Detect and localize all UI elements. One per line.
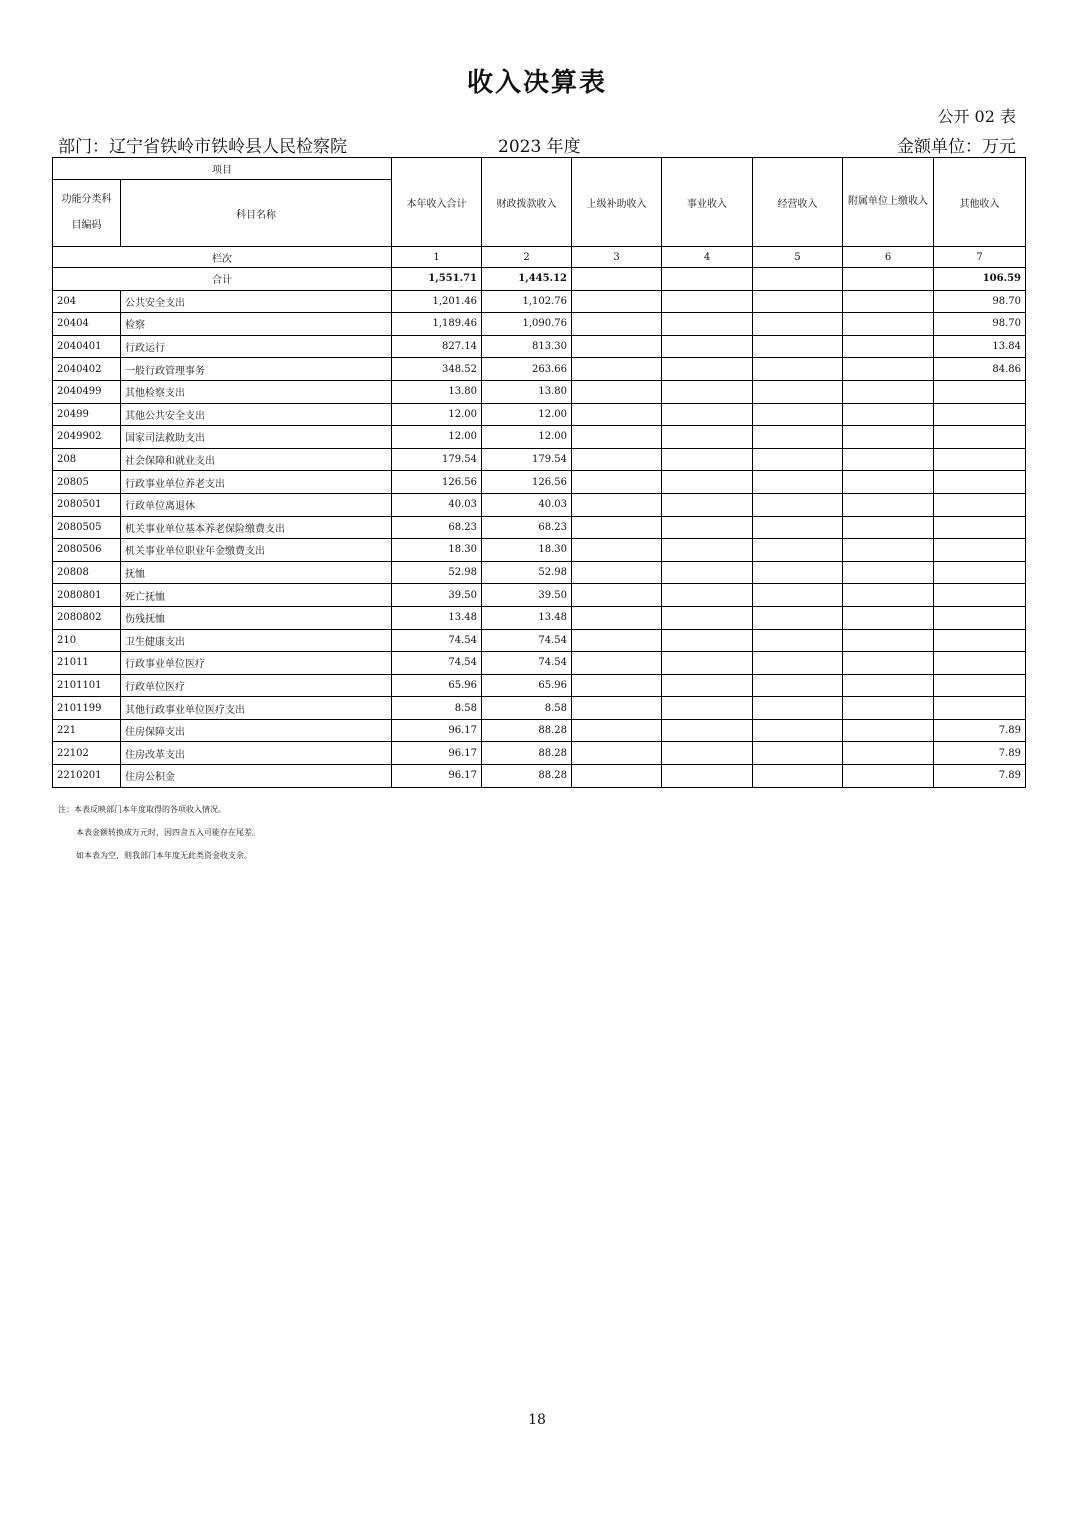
header-col-3: 上级补助收入	[572, 158, 662, 247]
cell-c2: 65.96	[482, 674, 572, 697]
total-c1: 1,551.71	[392, 268, 482, 291]
cell-c1: 96.17	[392, 719, 482, 742]
cell-c3	[572, 652, 662, 675]
cell-c1: 74.54	[392, 629, 482, 652]
header-col-4: 事业收入	[662, 158, 753, 247]
cell-c5	[753, 561, 843, 584]
cell-c4	[662, 584, 753, 607]
cell-c5	[753, 335, 843, 358]
page-number: 18	[528, 1412, 546, 1428]
cell-c7	[934, 697, 1026, 720]
notes	[58, 798, 260, 867]
cell-c6	[843, 697, 934, 720]
cell-c4	[662, 652, 753, 675]
cell-c4	[662, 674, 753, 697]
cell-c7	[934, 674, 1026, 697]
table-row	[53, 652, 1026, 675]
cell-c2: 74.54	[482, 629, 572, 652]
table-row	[53, 380, 1026, 403]
header-col-7: 其他收入	[934, 158, 1026, 247]
cell-c5	[753, 493, 843, 516]
cell-c2: 126.56	[482, 471, 572, 494]
cell-c6	[843, 606, 934, 629]
cell-code: 20404	[53, 313, 121, 336]
cell-c1: 13.80	[392, 380, 482, 403]
cell-c4	[662, 471, 753, 494]
cell-code: 2080505	[53, 516, 121, 539]
cell-c2: 12.00	[482, 403, 572, 426]
table-row	[53, 629, 1026, 652]
cell-code: 2080506	[53, 539, 121, 562]
table-row	[53, 742, 1026, 765]
cell-c2: 52.98	[482, 561, 572, 584]
cell-c2: 13.48	[482, 606, 572, 629]
cell-c3	[572, 335, 662, 358]
cell-c7: 98.70	[934, 313, 1026, 336]
cell-code: 2080802	[53, 606, 121, 629]
lanci-3: 3	[572, 247, 662, 268]
cell-code: 204	[53, 290, 121, 313]
cell-c7	[934, 584, 1026, 607]
cell-c2: 179.54	[482, 448, 572, 471]
cell-c6	[843, 674, 934, 697]
cell-c1: 827.14	[392, 335, 482, 358]
cell-c7: 13.84	[934, 335, 1026, 358]
cell-name: 住房保障支出	[121, 719, 392, 742]
cell-code: 208	[53, 448, 121, 471]
cell-c4	[662, 313, 753, 336]
cell-c7	[934, 539, 1026, 562]
cell-c5	[753, 606, 843, 629]
table-row	[53, 765, 1026, 788]
cell-c4	[662, 629, 753, 652]
cell-c5	[753, 629, 843, 652]
lanci-4: 4	[662, 247, 753, 268]
cell-c1: 96.17	[392, 765, 482, 788]
table-row	[53, 516, 1026, 539]
cell-c6	[843, 561, 934, 584]
cell-name: 卫生健康支出	[121, 629, 392, 652]
cell-c7	[934, 426, 1026, 449]
cell-c2: 40.03	[482, 493, 572, 516]
lanci-6: 6	[843, 247, 934, 268]
cell-c3	[572, 426, 662, 449]
cell-c6	[843, 765, 934, 788]
cell-code: 2101199	[53, 697, 121, 720]
cell-c6	[843, 358, 934, 381]
total-row	[53, 268, 1026, 291]
header-col-2: 财政拨款收入	[482, 158, 572, 247]
cell-c6	[843, 403, 934, 426]
cell-c3	[572, 380, 662, 403]
cell-c3	[572, 561, 662, 584]
header-col-6: 附属单位上缴收入	[843, 158, 934, 247]
total-c5	[753, 268, 843, 291]
table-row	[53, 403, 1026, 426]
cell-c7	[934, 471, 1026, 494]
page-title: 收入决算表	[466, 68, 607, 98]
cell-c3	[572, 697, 662, 720]
cell-c1: 8.58	[392, 697, 482, 720]
lanci-5: 5	[753, 247, 843, 268]
cell-c1: 13.48	[392, 606, 482, 629]
cell-c5	[753, 426, 843, 449]
cell-c3	[572, 313, 662, 336]
cell-c2: 18.30	[482, 539, 572, 562]
cell-c6	[843, 380, 934, 403]
cell-c3	[572, 290, 662, 313]
table-row	[53, 493, 1026, 516]
cell-name: 行政单位医疗	[121, 674, 392, 697]
cell-code: 221	[53, 719, 121, 742]
header-name: 科目名称	[121, 180, 392, 247]
cell-name: 行政单位离退休	[121, 493, 392, 516]
lanci-label: 栏次	[53, 247, 392, 268]
cell-c4	[662, 403, 753, 426]
cell-c1: 179.54	[392, 448, 482, 471]
cell-name: 抚恤	[121, 561, 392, 584]
cell-c6	[843, 493, 934, 516]
lanci-1: 1	[392, 247, 482, 268]
cell-c4	[662, 697, 753, 720]
cell-c3	[572, 471, 662, 494]
cell-name: 伤残抚恤	[121, 606, 392, 629]
table-row	[53, 313, 1026, 336]
header-col-5: 经营收入	[753, 158, 843, 247]
table-row	[53, 426, 1026, 449]
cell-c5	[753, 539, 843, 562]
cell-name: 机关事业单位基本养老保险缴费支出	[121, 516, 392, 539]
cell-name: 公共安全支出	[121, 290, 392, 313]
cell-c3	[572, 584, 662, 607]
cell-c4	[662, 493, 753, 516]
cell-c3	[572, 629, 662, 652]
cell-c1: 126.56	[392, 471, 482, 494]
cell-c4	[662, 539, 753, 562]
cell-code: 2049902	[53, 426, 121, 449]
cell-code: 2210201	[53, 765, 121, 788]
cell-name: 住房改革支出	[121, 742, 392, 765]
department-label: 部门：辽宁省铁岭市铁岭县人民检察院	[58, 137, 347, 157]
cell-c3	[572, 493, 662, 516]
cell-c1: 40.03	[392, 493, 482, 516]
cell-c2: 8.58	[482, 697, 572, 720]
cell-c4	[662, 290, 753, 313]
cell-name: 机关事业单位职业年金缴费支出	[121, 539, 392, 562]
cell-name: 住房公积金	[121, 765, 392, 788]
cell-c2: 1,102.76	[482, 290, 572, 313]
cell-c5	[753, 313, 843, 336]
form-number: 公开 02 表	[937, 107, 1016, 126]
cell-c6	[843, 313, 934, 336]
cell-name: 其他检察支出	[121, 380, 392, 403]
cell-c4	[662, 380, 753, 403]
total-c7: 106.59	[934, 268, 1026, 291]
cell-c7: 84.86	[934, 358, 1026, 381]
header-item: 项目	[53, 158, 392, 180]
cell-c6	[843, 426, 934, 449]
cell-c5	[753, 719, 843, 742]
cell-code: 2040402	[53, 358, 121, 381]
year-label: 2023 年度	[498, 137, 581, 157]
cell-c7	[934, 516, 1026, 539]
table-row	[53, 358, 1026, 381]
note-3: 如本表为空，则我部门本年度无此类资金收支余。	[76, 851, 252, 860]
header-code: 功能分类科目编码	[53, 180, 121, 247]
cell-c1: 12.00	[392, 403, 482, 426]
cell-c6	[843, 629, 934, 652]
cell-name: 国家司法救助支出	[121, 426, 392, 449]
cell-c3	[572, 742, 662, 765]
cell-c3	[572, 516, 662, 539]
cell-code: 20805	[53, 471, 121, 494]
cell-c1: 65.96	[392, 674, 482, 697]
cell-c2: 39.50	[482, 584, 572, 607]
cell-c1: 96.17	[392, 742, 482, 765]
table-row	[53, 448, 1026, 471]
cell-c1: 348.52	[392, 358, 482, 381]
cell-c5	[753, 765, 843, 788]
total-c4	[662, 268, 753, 291]
cell-c7: 98.70	[934, 290, 1026, 313]
cell-c7	[934, 380, 1026, 403]
cell-c7: 7.89	[934, 765, 1026, 788]
cell-c1: 1,201.46	[392, 290, 482, 313]
cell-c4	[662, 765, 753, 788]
cell-c2: 263.66	[482, 358, 572, 381]
cell-code: 22102	[53, 742, 121, 765]
note-2: 本表金额转换成万元时，因四舍五入可能存在尾差。	[76, 828, 260, 837]
cell-c3	[572, 765, 662, 788]
table-row	[53, 561, 1026, 584]
cell-c6	[843, 471, 934, 494]
cell-name: 社会保障和就业支出	[121, 448, 392, 471]
cell-c6	[843, 584, 934, 607]
cell-c1: 74.54	[392, 652, 482, 675]
cell-c1: 1,189.46	[392, 313, 482, 336]
cell-c7	[934, 403, 1026, 426]
cell-name: 其他行政事业单位医疗支出	[121, 697, 392, 720]
cell-c7: 7.89	[934, 719, 1026, 742]
income-table	[52, 157, 1026, 788]
cell-c4	[662, 516, 753, 539]
cell-c7	[934, 629, 1026, 652]
table-row	[53, 584, 1026, 607]
cell-code: 20499	[53, 403, 121, 426]
cell-c2: 12.00	[482, 426, 572, 449]
cell-c3	[572, 403, 662, 426]
cell-name: 死亡抚恤	[121, 584, 392, 607]
cell-c6	[843, 652, 934, 675]
table-row	[53, 606, 1026, 629]
cell-name: 行政事业单位养老支出	[121, 471, 392, 494]
cell-c2: 813.30	[482, 335, 572, 358]
cell-c7	[934, 561, 1026, 584]
note-1: 注：本表反映部门本年度取得的各项收入情况。	[58, 805, 226, 814]
cell-code: 2080501	[53, 493, 121, 516]
cell-c4	[662, 335, 753, 358]
cell-c3	[572, 539, 662, 562]
cell-c6	[843, 290, 934, 313]
cell-c5	[753, 652, 843, 675]
cell-c2: 68.23	[482, 516, 572, 539]
cell-name: 检察	[121, 313, 392, 336]
cell-c5	[753, 448, 843, 471]
lanci-2: 2	[482, 247, 572, 268]
cell-c3	[572, 448, 662, 471]
cell-c1: 18.30	[392, 539, 482, 562]
cell-name: 其他公共安全支出	[121, 403, 392, 426]
header-col-1: 本年收入合计	[392, 158, 482, 247]
cell-code: 21011	[53, 652, 121, 675]
cell-code: 2101101	[53, 674, 121, 697]
cell-c4	[662, 606, 753, 629]
cell-c3	[572, 674, 662, 697]
cell-c5	[753, 403, 843, 426]
cell-name: 行政事业单位医疗	[121, 652, 392, 675]
cell-c3	[572, 606, 662, 629]
cell-c5	[753, 697, 843, 720]
cell-c2: 88.28	[482, 765, 572, 788]
total-c2: 1,445.12	[482, 268, 572, 291]
table-row	[53, 335, 1026, 358]
total-c3	[572, 268, 662, 291]
table-row	[53, 539, 1026, 562]
cell-c6	[843, 719, 934, 742]
table-row	[53, 697, 1026, 720]
cell-c5	[753, 358, 843, 381]
cell-c4	[662, 561, 753, 584]
cell-c4	[662, 448, 753, 471]
cell-c5	[753, 380, 843, 403]
cell-c1: 12.00	[392, 426, 482, 449]
cell-c7	[934, 448, 1026, 471]
cell-c1: 68.23	[392, 516, 482, 539]
cell-c2: 88.28	[482, 742, 572, 765]
cell-c4	[662, 426, 753, 449]
cell-c5	[753, 516, 843, 539]
cell-c5	[753, 471, 843, 494]
cell-code: 210	[53, 629, 121, 652]
cell-c6	[843, 335, 934, 358]
cell-c6	[843, 539, 934, 562]
cell-code: 20808	[53, 561, 121, 584]
unit-label: 金额单位：万元	[897, 137, 1016, 157]
cell-c7: 7.89	[934, 742, 1026, 765]
total-c6	[843, 268, 934, 291]
table-row	[53, 674, 1026, 697]
table-row	[53, 290, 1026, 313]
cell-c3	[572, 719, 662, 742]
cell-c1: 52.98	[392, 561, 482, 584]
lanci-7: 7	[934, 247, 1026, 268]
cell-c2: 1,090.76	[482, 313, 572, 336]
cell-c6	[843, 742, 934, 765]
cell-code: 2040499	[53, 380, 121, 403]
cell-name: 行政运行	[121, 335, 392, 358]
cell-c1: 39.50	[392, 584, 482, 607]
cell-code: 2080801	[53, 584, 121, 607]
cell-code: 2040401	[53, 335, 121, 358]
cell-c4	[662, 742, 753, 765]
cell-c4	[662, 719, 753, 742]
cell-c4	[662, 358, 753, 381]
cell-c5	[753, 290, 843, 313]
cell-c5	[753, 674, 843, 697]
cell-c7	[934, 493, 1026, 516]
cell-c2: 74.54	[482, 652, 572, 675]
total-label: 合计	[53, 268, 392, 291]
cell-c6	[843, 516, 934, 539]
cell-c7	[934, 606, 1026, 629]
cell-name: 一般行政管理事务	[121, 358, 392, 381]
cell-c5	[753, 584, 843, 607]
cell-c7	[934, 652, 1026, 675]
cell-c2: 13.80	[482, 380, 572, 403]
cell-c5	[753, 742, 843, 765]
table-row	[53, 719, 1026, 742]
cell-c3	[572, 358, 662, 381]
cell-c2: 88.28	[482, 719, 572, 742]
table-row	[53, 471, 1026, 494]
cell-c6	[843, 448, 934, 471]
